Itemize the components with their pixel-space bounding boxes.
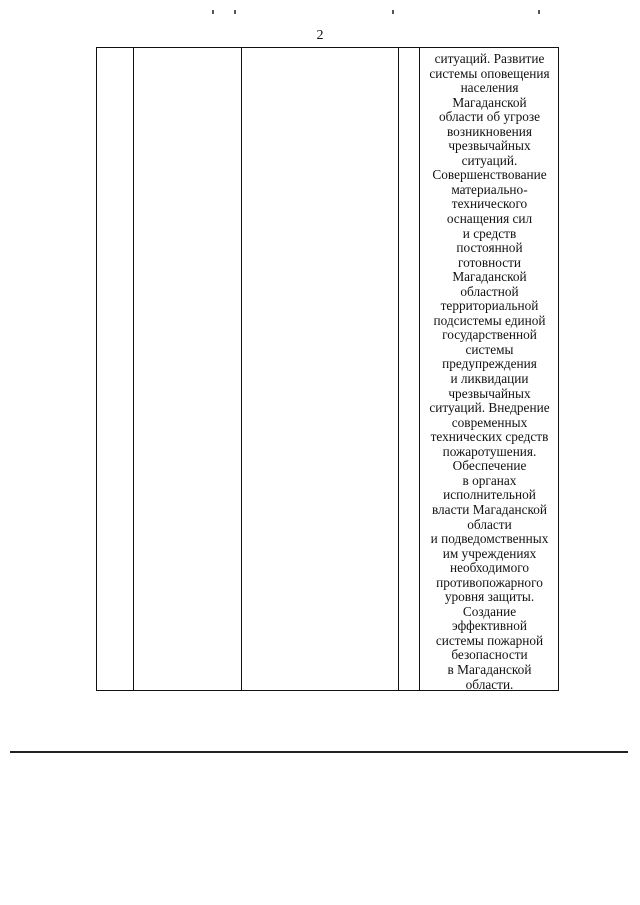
cell-line: населения (460, 80, 519, 96)
cell-line: современных (451, 414, 528, 430)
cell-line: постоянной (456, 240, 523, 256)
cell-line: технических средств (430, 429, 549, 445)
cell-line: возникновения (447, 123, 532, 139)
scan-mark (234, 10, 236, 14)
cell-line: технического (451, 196, 528, 212)
cell-line: Обеспечение (452, 458, 527, 474)
cell-line: области об угрозе (438, 109, 541, 125)
cell-line: готовности (457, 254, 522, 270)
cell-line: чрезвычайных (448, 138, 531, 154)
cell-line: им учреждениях (442, 545, 537, 561)
cell-line: области. (465, 676, 514, 692)
scan-mark (212, 10, 214, 14)
cell-line: системы (465, 341, 514, 357)
cell-line: Создание (462, 603, 517, 619)
cell-line: Магаданской (452, 269, 527, 285)
table-column-divider (398, 48, 399, 690)
cell-line: и ликвидации (450, 371, 529, 387)
cell-line: материально- (451, 181, 528, 197)
cell-line: уровня защиты. (444, 589, 535, 605)
cell-line: системы пожарной (435, 632, 544, 648)
page-number: 2 (316, 28, 324, 43)
cell-line: эффективной (451, 618, 528, 634)
cell-line: территориальной (440, 298, 539, 314)
cell-line: ситуаций. (461, 152, 518, 168)
table-column-divider (241, 48, 242, 690)
cell-line: областной (460, 283, 519, 299)
cell-line: необходимого (449, 560, 530, 576)
cell-line: в органах (462, 472, 517, 488)
document-table (96, 47, 559, 691)
cell-line: безопасности (451, 647, 528, 663)
horizontal-rule (10, 751, 628, 753)
cell-line: ситуаций. Развитие (434, 51, 545, 66)
cell-line: системы оповещения (429, 65, 550, 81)
table-column-divider (133, 48, 134, 690)
cell-line: чрезвычайных (448, 385, 531, 401)
cell-line: Магаданской (452, 94, 527, 110)
cell-line: предупреждения (442, 356, 537, 372)
cell-line: пожаротушения. (442, 443, 537, 459)
cell-line: подсистемы единой (433, 312, 546, 328)
cell-line: и подведомственных (430, 531, 549, 547)
scan-mark (538, 10, 540, 14)
scan-mark (392, 10, 394, 14)
cell-line: в Магаданской (447, 661, 532, 677)
cell-line: власти Магаданской (431, 501, 548, 517)
table-cell-text (420, 52, 559, 692)
cell-line: ситуаций. Внедрение (429, 400, 550, 416)
cell-line: и средств (462, 225, 517, 241)
cell-line: Совершенствование (432, 167, 547, 183)
cell-line: области (467, 516, 512, 532)
cell-line: противопожарного (436, 574, 543, 590)
cell-line: государственной (442, 327, 537, 343)
cell-line: исполнительной (443, 487, 536, 503)
cell-line: оснащения сил (446, 211, 533, 227)
